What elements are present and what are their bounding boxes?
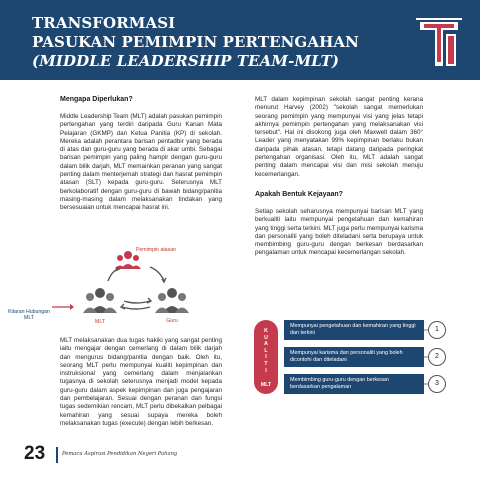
kualiti-letter: A [264,341,268,348]
kualiti-connector-lines [252,316,452,402]
kualiti-item-text: Mempunyai karisma dan personaliti yang boleh dicontohi dan diteladani [290,350,403,363]
label-guru: Guru [166,318,178,324]
kualiti-letter: U [264,334,268,341]
page-title [32,14,402,71]
footer-divider [56,447,58,463]
left-column [60,96,222,213]
kualiti-item-text: Mempunyai pengetahuan dan kemahiran yang tinggi dan terkini [290,323,416,336]
kualiti-letter: K [264,328,268,334]
label-mlt: MLT [95,319,105,325]
kualiti-item-text: Membimbing guru-guru dengan berkesan berdasarkan pengalaman [290,377,389,390]
mlt-relationship-diagram [0,245,240,333]
section-heading-kejayaan: Apakah Bentuk Kejayaan? [255,190,343,198]
kualiti-item-number: 2 [428,348,446,366]
title-line-1: TRANSFORMASI [32,14,176,32]
pemimpin-atasan-icon [115,251,141,269]
kualiti-letter: T [264,360,268,367]
right-column [255,96,423,258]
transformasi-logo-icon [410,8,468,76]
mlt-group-icon [83,288,117,313]
footer-tagline: Pemacu Aspirasi Pendidikan Negeri Pahang [62,451,178,457]
right-paragraph-2: Setiap sekolah seharusnya mempunyai barisan MLT yang berkualiti iaitu mempunyai pengetahuan dan kemahiran yang tinggi serta terkini. MLT juga perlu mempunyai karisma dan personaliti yang boleh diteladani serta berupaya untuk membimbing guru-guru dengan berkesan berdasarkan pengalaman untuk mencapai kecemerlangan sekolah. [255,207,423,257]
page-header [0,0,480,80]
kualiti-item-number: 1 [428,321,446,339]
right-paragraph-1: MLT dalam kepimpinan sekolah sangat penting kerana menurut Harvey (2002) "sekolah sangat memerlukan seorang pemimpin yang mempunyai visi yang jelas tetapi akhirnya pemimpin pertengahan yang melaksanakan visi tersebut". Hal ini disokong juga oleh Maxwell dalam 360° Leader yang menyatakan 99% kepimpinan berlaku bukan daripada pihak atasan, tetapi datang daripada peringkat pertengahan organisasi. Oleh itu, MLT adalah sangat penting dalam mencapai visi dan misi sekolah menuju kecemerlangan. [255,96,423,178]
label-kitaran-hubungan: Kitaran Hubungan MLT [8,309,50,321]
kualiti-item-number: 3 [428,375,446,393]
title-line-2: PASUKAN PEMIMPIN PERTENGAHAN [32,33,359,51]
label-pemimpin-atasan: Pemimpin atasan [135,247,177,253]
section-heading-mengapa: Mengapa Diperlukan? [60,96,133,103]
kualiti-mlt-graphic [252,316,452,402]
pointer-arrow-icon [52,304,74,310]
guru-group-icon [155,288,189,313]
page-number: 23 [24,443,46,464]
left-paragraph-1: Middle Leadership Team (MLT) adalah pasukan pemimpin pertengahan yang terdiri daripada Guru Kanan Mata Pelajaran (GKMP) dan Ketua Panitia (KP) di sekolah. Mereka adalah perantara barisan pentadbir yang berada di atas dan guru-guru yang berada di akar umbi. Sebagai barisan pemimpin yang paling hampir dengan guru-guru dalam bilik darjah, MLT memainkan peranan yang sangat penting dalam menterjemah strategi dan hasrat pemimpin atasan (SLT) kepada guru-guru. Seterusnya MLT berkolaboratif dengan guru-guru di bawah bidang/panitia masing-masing dalam melaksanakan tindakan yang bersesuaian untuk mencapai hasrat ini. [60,113,222,212]
title-line-3: (MIDDLE LEADERSHIP TEAM-MLT) [32,52,340,70]
left-paragraph-2: MLT melaksanakan dua tugas hakiki yang sangat penting iaitu mengajar dengan cemerlang di dalam bilik darjah dan mengurus bidang/panitia dengan baik. Oleh itu, seorang MLT perlu mempunyai kualiti kepimpinan dan instruksional yang cemerlang dalam menjalankan tugasnya di sekolah seterusnya menjadi model kepada guru-guru dalam aspek kepimpinan dan juga pengajaran dan pembelajaran. Sesuai dengan peranan dan fungsi tugas sedemikian rencam, MLT perlu dibekalkan pelbagai kemahiran yang sesuai supaya mereka boleh melaksanakan tugas (execute) dengan lebih berkesan. [60,337,222,427]
cycle-arrows-icon [108,267,166,309]
kualiti-mlt-label: MLT [260,382,272,388]
left-column-continued [60,337,222,428]
kualiti-letter: I [265,367,267,374]
kualiti-letter: L [264,347,268,354]
kualiti-letter: I [265,354,267,361]
